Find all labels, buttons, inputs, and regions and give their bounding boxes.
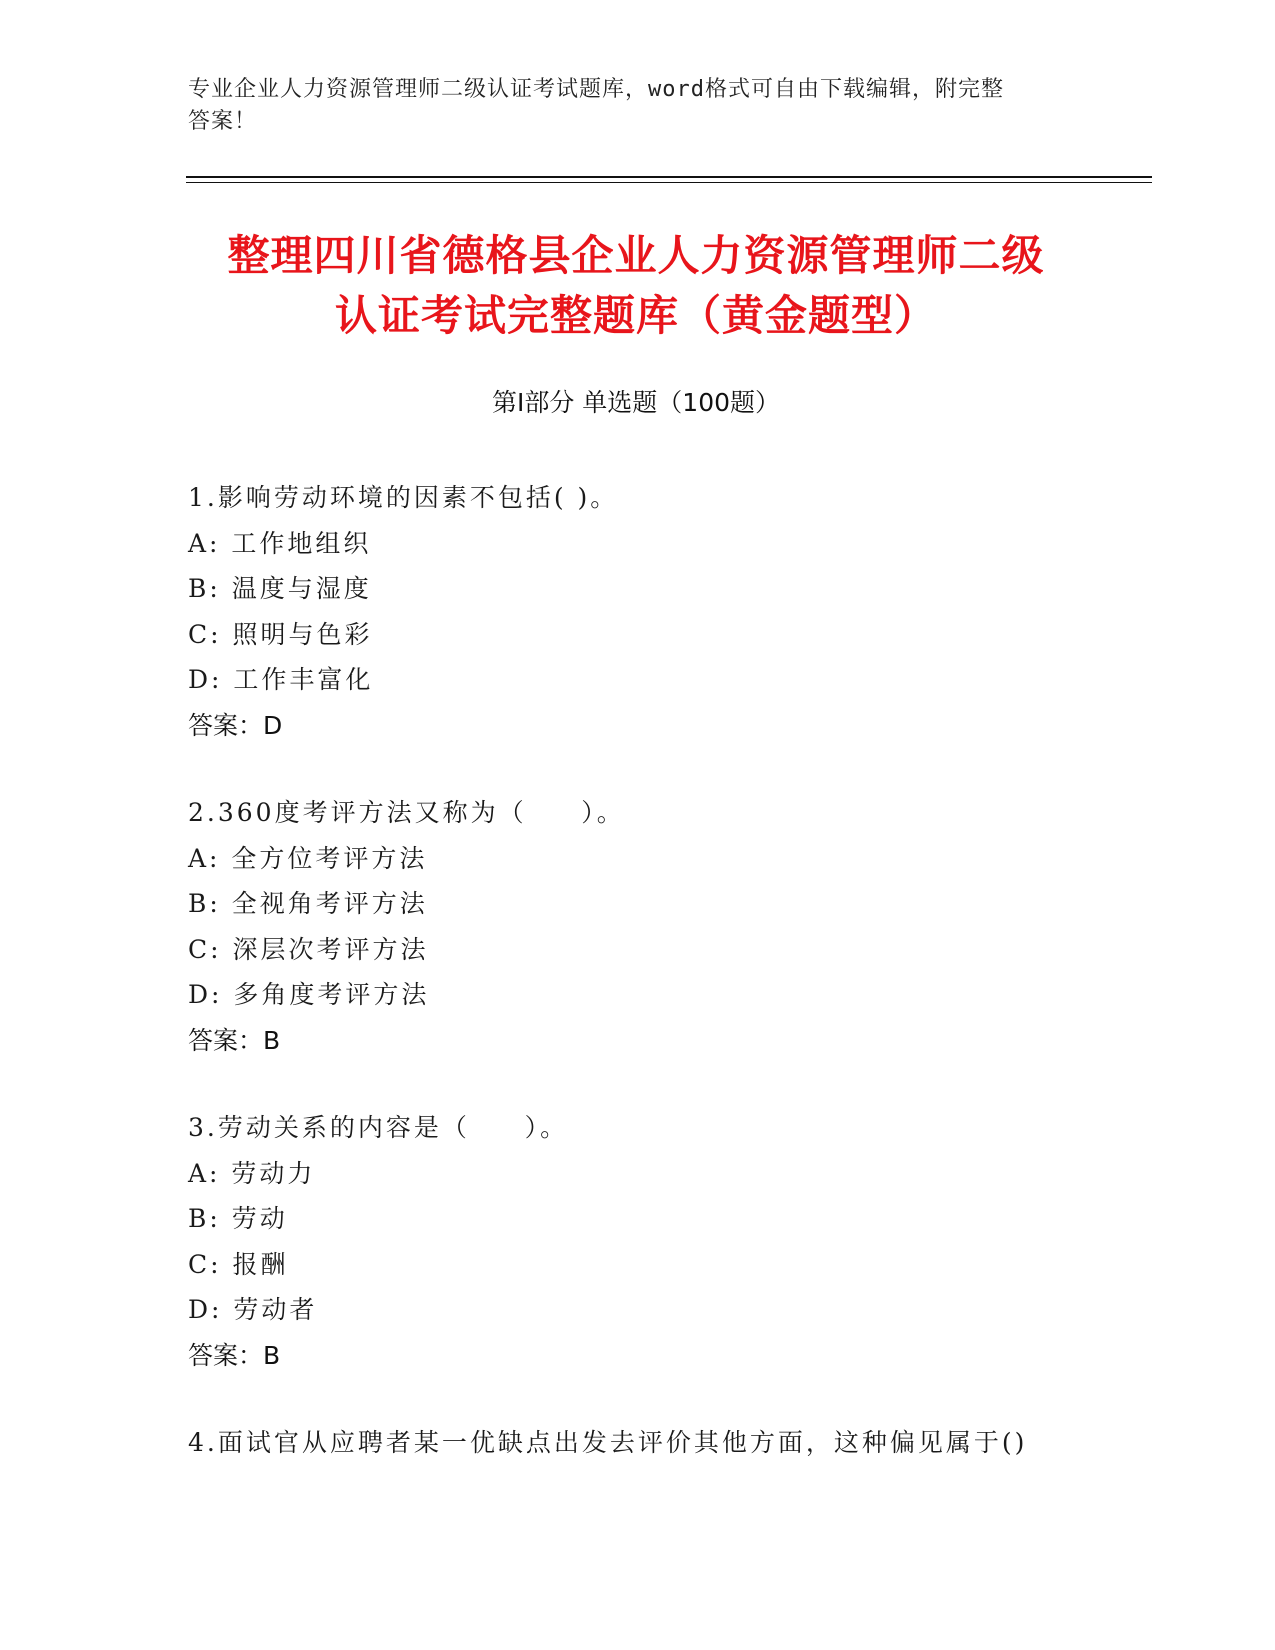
question-stem: 3.劳动关系的内容是（ ）。 <box>188 1113 569 1142</box>
answer-line: 答案：D <box>188 710 283 740</box>
document-title <box>186 226 1086 346</box>
question-4 <box>188 1420 1088 1466</box>
option-d: D: 工作丰富化 <box>188 665 374 694</box>
option-b: B: 全视角考评方法 <box>188 889 428 918</box>
question-stem: 4.面试官从应聘者某一优缺点出发去评价其他方面，这种偏见属于() <box>188 1428 1028 1457</box>
header-note-line-1: 专业企业人力资源管理师二级认证考试题库，word格式可自由下载编辑，附完整 <box>188 77 1004 102</box>
option-d: D: 多角度考评方法 <box>188 980 430 1009</box>
header-note <box>188 74 1068 138</box>
option-c: C: 照明与色彩 <box>188 619 373 649</box>
question-list <box>188 475 1088 1508</box>
header-divider-thin <box>186 182 1152 183</box>
header-divider-thick <box>186 176 1152 178</box>
question-stem: 2.360度考评方法又称为（ ）。 <box>188 798 625 827</box>
section-heading: 第I部分 单选题（100题） <box>491 388 781 417</box>
option-a: A: 劳动力 <box>188 1158 316 1188</box>
question-2 <box>188 790 1088 1063</box>
header-note-line-2: 答案！ <box>188 109 258 134</box>
question-1 <box>188 475 1088 748</box>
option-d: D: 劳动者 <box>188 1295 318 1324</box>
option-a: A: 全方位考评方法 <box>188 843 428 873</box>
question-3 <box>188 1105 1088 1378</box>
option-c: C: 深层次考评方法 <box>188 934 429 964</box>
question-stem: 1.影响劳动环境的因素不包括( )。 <box>188 483 619 512</box>
document-title-line-2: 认证考试完整题库（黄金题型） <box>334 291 937 340</box>
option-b: B: 温度与湿度 <box>188 574 372 603</box>
answer-line: 答案：B <box>188 1340 281 1370</box>
option-c: C: 报酬 <box>188 1249 289 1279</box>
option-b: B: 劳动 <box>188 1204 288 1233</box>
answer-line: 答案：B <box>188 1025 281 1055</box>
option-a: A: 工作地组织 <box>188 528 372 558</box>
document-title-line-1: 整理四川省德格县企业人力资源管理师二级 <box>227 231 1045 280</box>
